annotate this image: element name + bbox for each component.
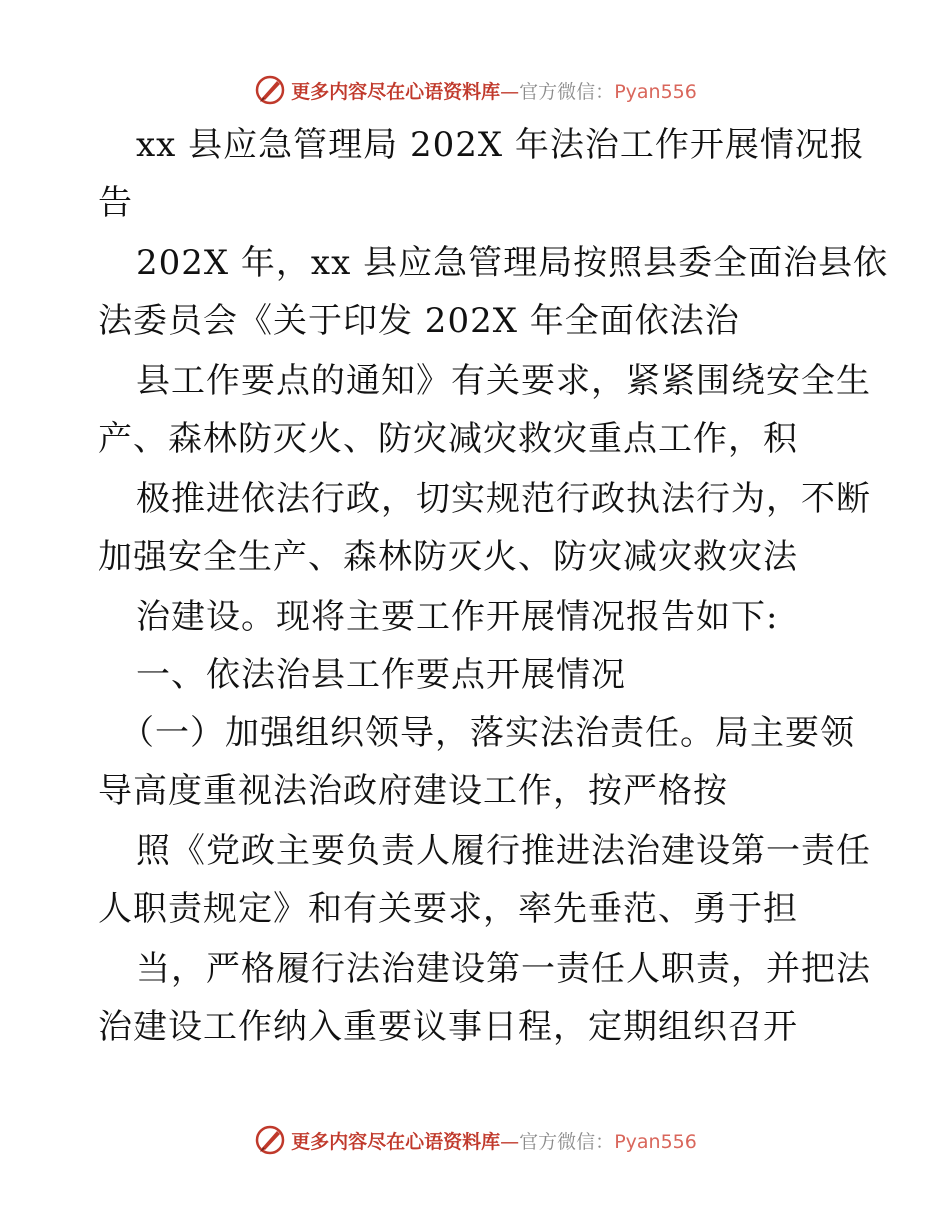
- paragraph-line: 当，严格履行法治建设第一责任人职责，并把法: [136, 949, 871, 989]
- header-watermark: [0, 70, 950, 110]
- quill-logo-icon: [253, 73, 287, 107]
- paragraph-line: 照《党政主要负责人履行推进法治建设第一责任: [136, 831, 871, 871]
- paragraph-line: 导高度重视法治政府建设工作，按严格按: [98, 771, 728, 811]
- paragraph-line: 县工作要点的通知》有关要求，紧紧围绕安全生: [136, 361, 871, 401]
- paragraph-line: 加强安全生产、森林防灭火、防灾减灾救灾法: [98, 537, 798, 577]
- quill-logo-icon: [253, 1123, 287, 1157]
- watermark-text: 更多内容尽在心语资料库—官方微信：Pyan556: [291, 1130, 697, 1153]
- paragraph-line: 治建设。现将主要工作开展情况报告如下:: [136, 597, 779, 637]
- paragraph-line: 202X 年，xx 县应急管理局按照县委全面治县依: [136, 243, 889, 283]
- document-title-line-2: 告: [98, 183, 133, 223]
- paragraph-line: 人职责规定》和有关要求，率先垂范、勇于担: [98, 889, 798, 929]
- paragraph-line: 产、森林防灭火、防灾减灾救灾重点工作，积: [98, 419, 798, 459]
- section-heading: 一、依法治县工作要点开展情况: [136, 655, 626, 695]
- watermark-text: 更多内容尽在心语资料库—官方微信：Pyan556: [291, 80, 697, 103]
- paragraph-line: 法委员会《关于印发 202X 年全面依法治: [98, 301, 740, 341]
- document-title-line-1: xx 县应急管理局 202X 年法治工作开展情况报: [136, 125, 865, 165]
- paragraph-line: 治建设工作纳入重要议事日程，定期组织召开: [98, 1007, 798, 1047]
- paragraph-line: （一）加强组织领导，落实法治责任。局主要领: [120, 713, 855, 753]
- paragraph-line: 极推进依法行政，切实规范行政执法行为，不断: [136, 479, 871, 519]
- footer-watermark: [0, 1120, 950, 1160]
